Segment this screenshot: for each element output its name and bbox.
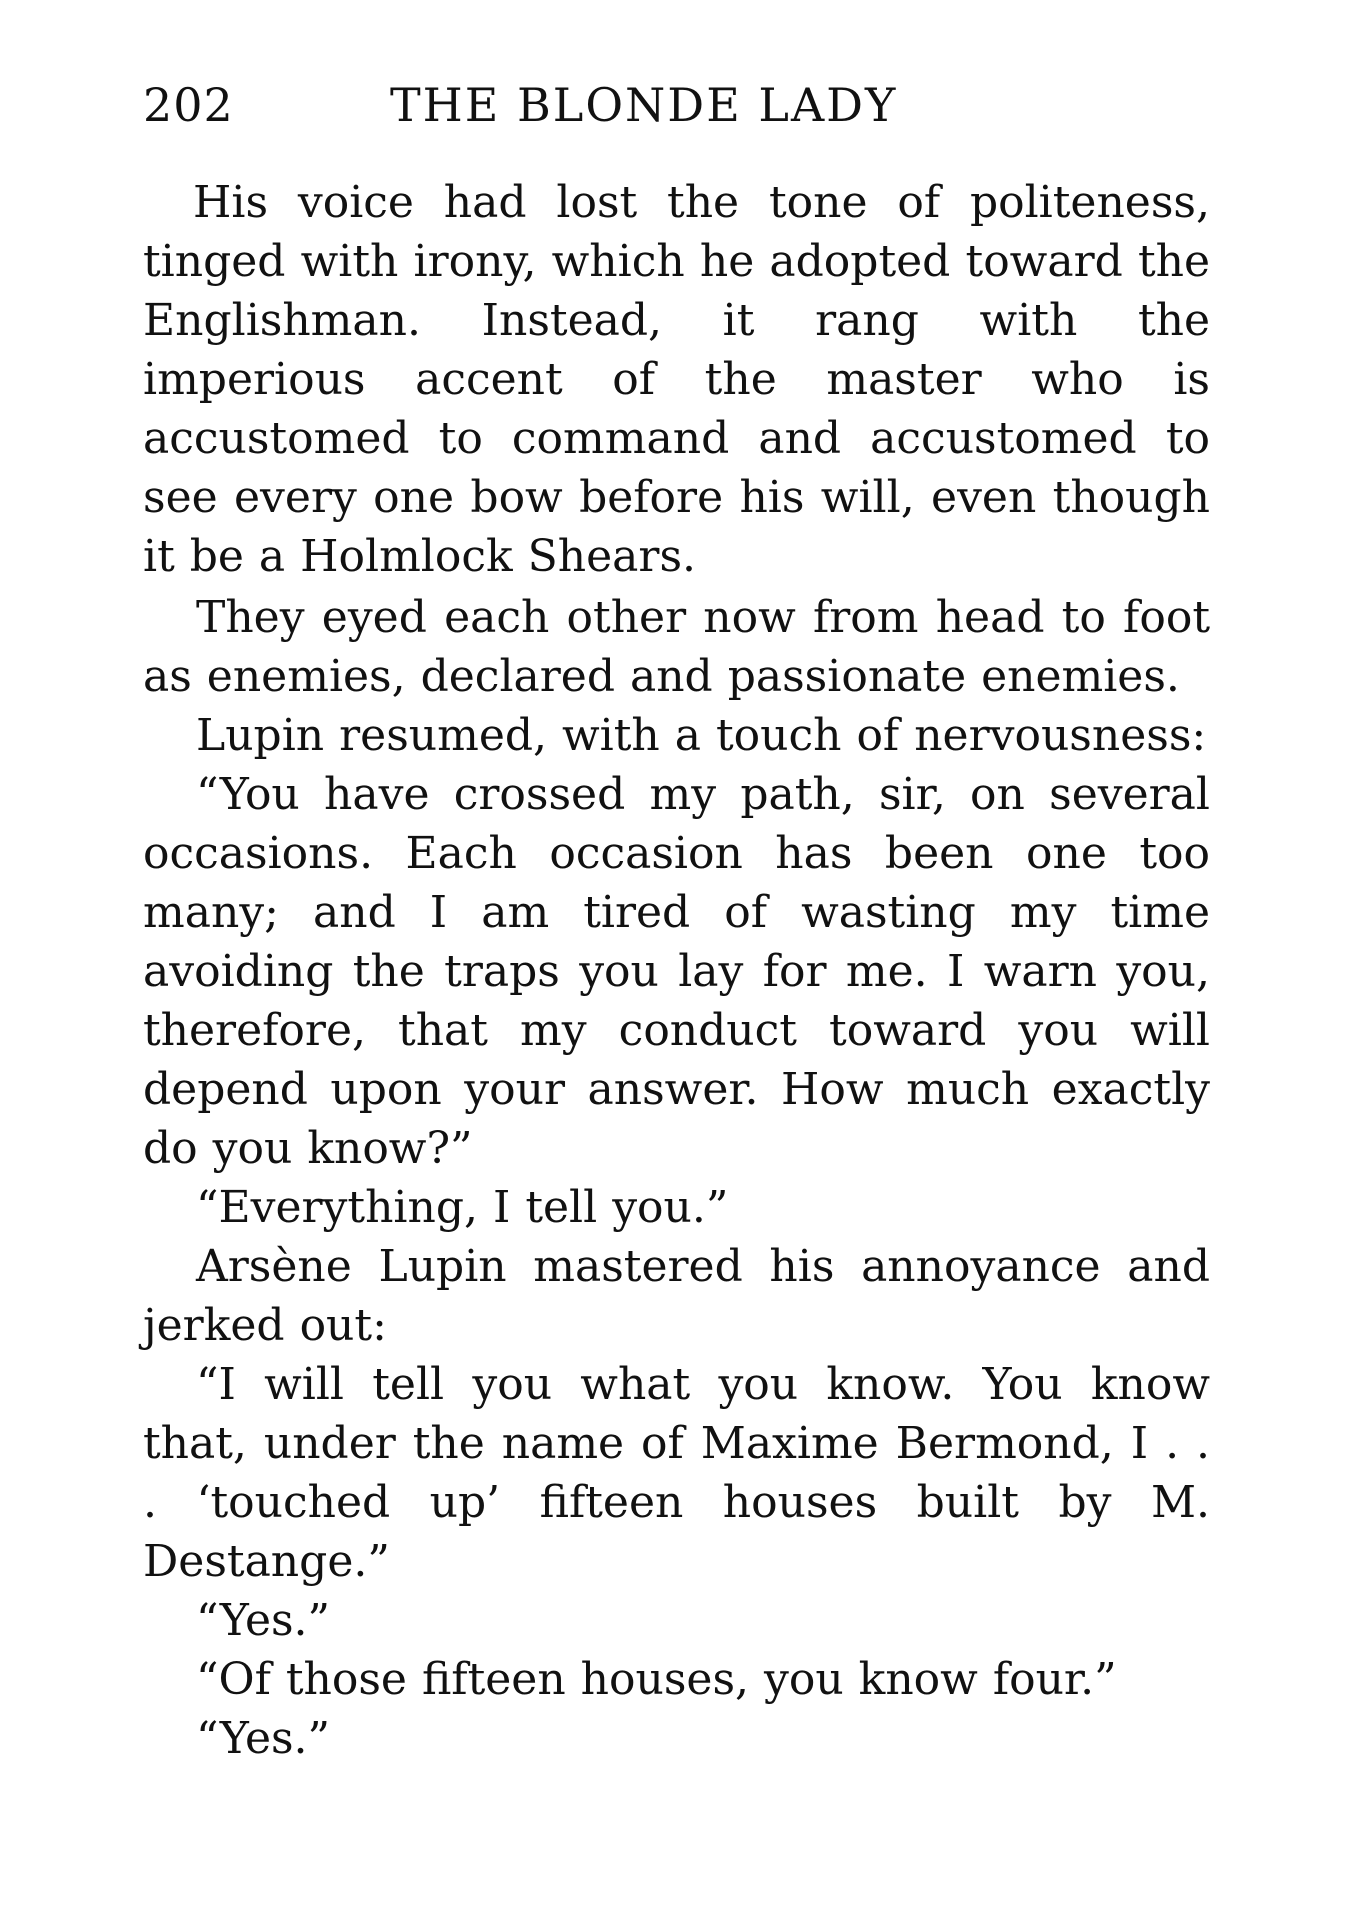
running-title: THE BLONDE LADY xyxy=(390,78,898,132)
paragraph: His voice had lost the tone of politeness, tinged with irony, which he adopted toward the Englishman. Instead, it rang with the imperious accent of the master who is accustomed to command and accustomed to see every one bow before his will, even though it be a Holmlock Shears. xyxy=(143,177,1210,582)
page-header xyxy=(143,70,1223,140)
body-text xyxy=(143,173,1210,1768)
paragraph: They eyed each other now from head to foot as enemies, declared and passionate enemies. xyxy=(143,592,1210,702)
paragraph: “I will tell you what you know. You know that, under the name of Maxime Bermond, I . . . ‘touched up’ fifteen houses built by M. Destange.” xyxy=(143,1359,1210,1587)
paragraph: “Yes.” xyxy=(196,1595,331,1646)
paragraph: “Yes.” xyxy=(196,1713,331,1764)
page-number: 202 xyxy=(143,78,234,132)
paragraph: “Everything, I tell you.” xyxy=(196,1182,729,1233)
paragraph: “Of those fifteen houses, you know four.” xyxy=(196,1654,1117,1705)
paragraph: “You have crossed my path, sir, on several occasions. Each occasion has been one too many; and I am tired of wasting my time avoiding the traps you lay for me. I warn you, therefore, that my conduct toward you will depend upon your answer. How much exactly do you know?” xyxy=(143,769,1210,1174)
paragraph: Arsène Lupin mastered his annoyance and jerked out: xyxy=(143,1241,1210,1351)
paragraph: Lupin resumed, with a touch of nervousness: xyxy=(196,710,1207,761)
